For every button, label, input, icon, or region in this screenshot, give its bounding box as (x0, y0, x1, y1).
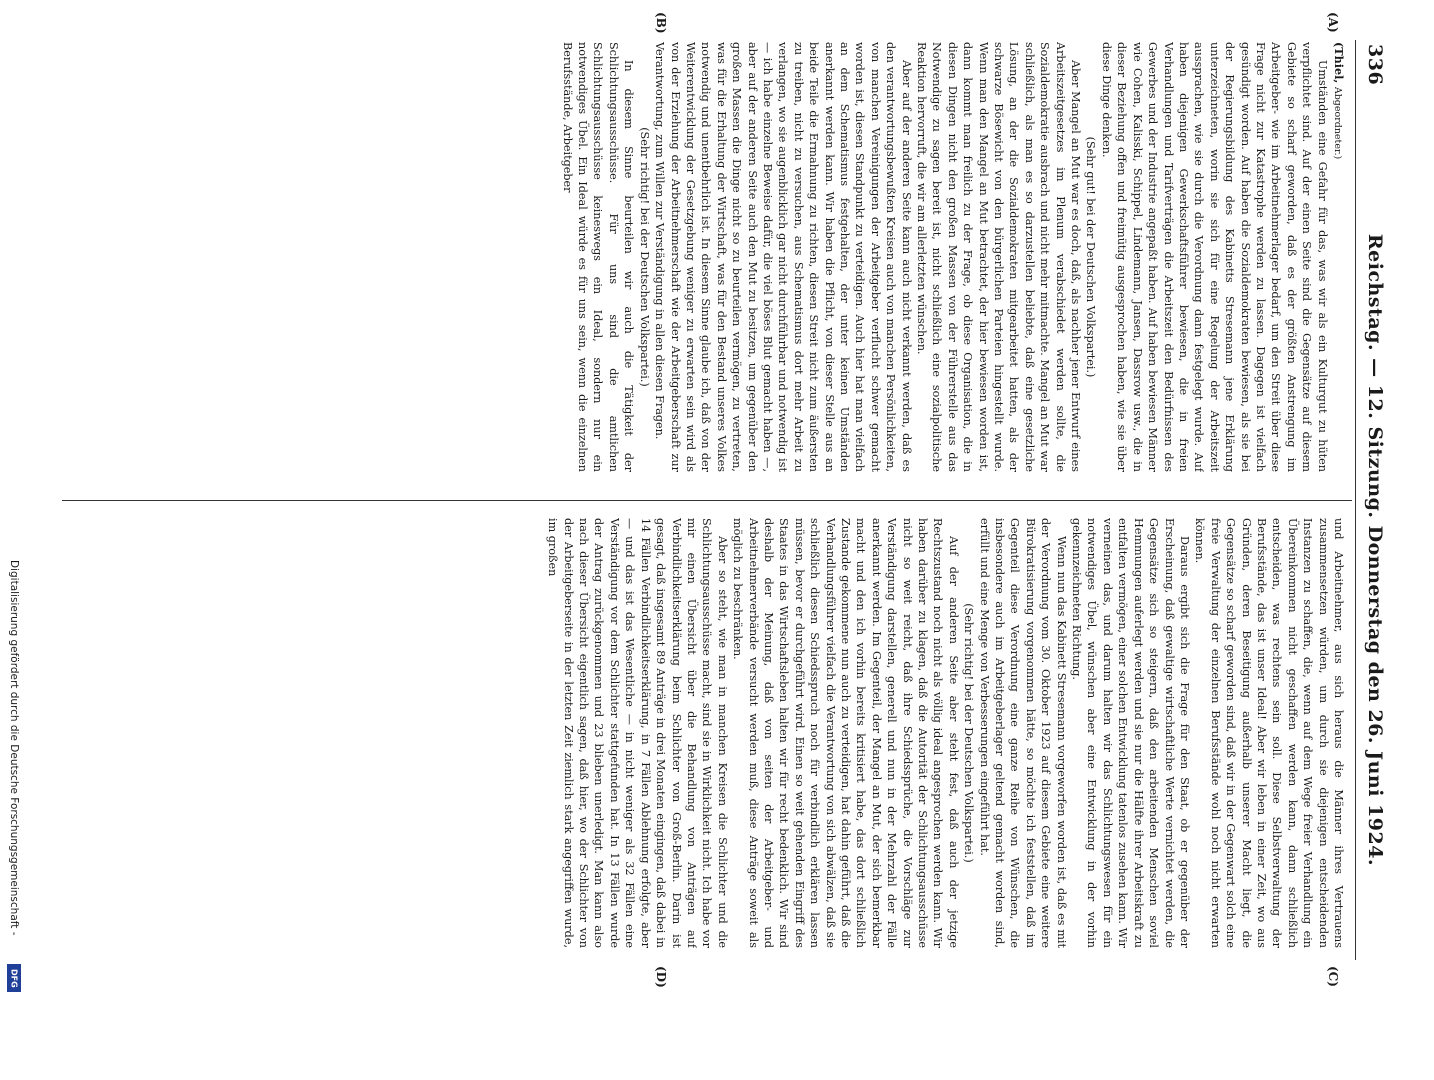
margin-mark-d: (D) (654, 966, 668, 988)
page-number: 336 (1364, 44, 1386, 86)
paragraph: Wenn nun das Kabinett Stresemann vorgeworfen worden ist, daß es mit der Verordnung vom 30. Oktober 1923 auf diesem Gebiete eine weitere Bürokratisierung vorgenommen hätte, so möchte ich feststellen, daß im Gegenteil diese Verordnung eine ganze Reihe von Wünschen, die insbesondere auch im Arbeitgeberlager geltend gemacht worden sind, erfüllt und eine Menge von Verbesserungen eingeführt hat. (977, 518, 1068, 948)
page-header (1360, 40, 1388, 960)
margin-mark-b: (B) (654, 12, 668, 34)
paragraph: und Arbeitnehmer, aus sich heraus die Männer ihres Vertrauens zusammensetzen würden, um durch sie diejenigen entscheidenden Instanzen zu schaffen, die, wenn auf dem Wege freier Verhandlung ein Übereinkommen nicht geschaffen werden kann, dann schließlich entscheiden, was rechtens sein soll. Diese Selbstverwaltung der Berufsstände, das ist unser Ideal! Aber wir leben in einer Zeit, wo aus Gründen, deren Beseitigung außerhalb unserer Macht liegt, die Gegensätze so scharf geworden sind, daß wir in der Gegenwart solch eine freie Verwaltung der einzelnen Berufsstände wohl noch nicht erwarten können. (1193, 518, 1345, 948)
dfg-logo: DFG (7, 964, 21, 992)
column-divider (62, 500, 1352, 501)
paragraph: Umständen eine Gefahr für das, was wir als ein Kulturgut zu hüten verpflichtet sind. Auf der einen Seite sind die Gegensätze auf diesem Gebiete so scharf geworden, daß es der größten Anstrengung im Arbeitgeber- wie im Arbeitnehmerlager bedarf, um den Streit über diese Frage nicht zur Katastrophe werden zu lassen. Dagegen ist vielfach gesündigt worden. Auf haben die Sozialdemokraten bewiesen, als sie bei der Regierungsbildung des Kabinetts Stresemann jene Erklärung unterzeichneten, worin sie sich für eine Regelung der Arbeitszeit aussprachen, wie sie durch die Verordnung dann festgelegt wurde. Auf haben diejenigen Gewerkschaftsführer bewiesen, die in freien Verhandlungen und Tarifverträgen die Arbeitszeit den Bedürfnissen des Gewerbes und der Industrie angepaßt haben. Auf haben bewiesen Männer wie Cohen, Kalisski, Schippel, Lindemann, Jansen, Dassrow usw., die in dieser Beziehung offen und freimütig ausgesprochen haben, wie sie über diese Dinge denken. (1099, 42, 1329, 472)
paragraph: In diesem Sinne beurteilen wir auch die Tätigkeit der Schlichtungsausschüsse. Für uns sind die amtlichen Schlichtungsausschüsse keineswegs ein Ideal, sondern nur ein notwendiges Übel. Ein Ideal würde es für uns sein, wenn die einzelnen Berufsstände, Arbeitgeber (560, 42, 636, 472)
speaker-role: Abgeordneter.) (1332, 86, 1343, 160)
header-rule (1355, 40, 1356, 960)
margin-mark-a: (A) (1326, 12, 1340, 33)
paragraph: Aber auf der anderen Seite kann auch nicht verkannt werden, daß es den verantwortungsbewußten Kreisen auch von manchen Persönlichkeiten, von manchen Vereinigungen der Arbeitgeber verflucht schwer gemacht worden ist, diesen Standpunkt zu verteidigen. Auch hier hat man vielfach an dem Schematismus festgehalten, der unter keinen Umständen anerkannt werden kann. Wir haben die Pflicht, von dieser Stelle aus an beide Teile die Ermahnung zu richten, diesen Streit nicht zum äußersten zu treiben, nicht zu versuchen, aus Schematismus dort mehr Arbeit zu verlangen, wo sie augenblicklich gar nicht durchführbar und notwendig ist — ich habe einzelne Beweise dafür, die viel böses Blut gemacht haben —, aber auf der anderen Seite auch den Mut zu besitzen, um gegenüber den großen Massen die Dinge nicht so zu beurteilen vermögen, zu vertreten, was für die Erhaltung der Wirtschaft, was für den Bestand unseres Volkes notwendig und unentbehrlich ist. In diesem Sinne glaube ich, daß von der Weiterentwicklung der Gesetzgebung weniger zu erwarten sein wird als von der Erziehung der Arbeitnehmerschaft wie der Arbeitgeberschaft zur Verantwortung, zum Willen zur Verständigung in allen diesen Fragen. (653, 42, 913, 472)
digitization-note (4, 0, 28, 1000)
interjection: (Sehr richtig! bei der Deutschen Volkspartei.) (637, 127, 651, 387)
running-title: Reichstag. — 12. Sitzung. Donnerstag den 26. Juni 1924. (1364, 233, 1386, 867)
left-column (56, 42, 1346, 472)
rotated-page (48, 12, 1388, 988)
interjection: (Sehr richtig! bei der Deutschen Volkspartei.) (962, 603, 976, 863)
speaker-name: (Thiel, (1332, 42, 1346, 84)
right-column (56, 518, 1346, 948)
margin-mark-c: (C) (1326, 966, 1340, 987)
digitization-credit: Digitalisierung gefördert durch die Deutsche Forschungsgemeinschaft - (8, 560, 20, 936)
paragraph: Aber so steht, wie man in manchen Kreisen die Schlichter und die Schlichtungsausschüsse macht, sind sie in Wirklichkeit nicht. Ich habe vor mir einen Übersicht über die Behandlung von Anträgen auf Verbindlichkeitserklärung beim Schlichter von Groß-Berlin. Darin ist gesagt, daß insgesamt 89 Anträge in drei Monaten eingingen, daß dabei in 14 Fällen Verbindlichkeitserklärung, in 7 Fällen Ablehnung erfolgte, aber — und das ist das Wesentliche — in nicht weniger als 32 Fällen eine Verständigung vor dem Schlichter stattgefunden hat. In 13 Fällen wurde der Antrag zurückgenommen und 23 blieben unerledigt. Man kann also nach dieser Übersicht eigentlich sagen, daß hier, wo der Schlichter von der Arbeitgeberseite in der letzten Zeit ziemlich stark angegriffen wurde, im großen (546, 518, 729, 948)
speaker-line (1330, 42, 1346, 472)
paragraph: Auf der anderen Seite aber steht fest, daß auch der jetzige Rechtszustand noch nicht als völlig ideal angesprochen werden kann. Wir haben darüber zu klagen, daß die Autorität der Schlichtungsausschüsse nicht so weit reicht, daß ihre Schiedssprüche, die Vorschläge zur Verständigung darstellen, generell und nun in der Mehrzahl der Fälle anerkannt werden. Im Gegenteil, der Mangel an Mut, der sich bemerkbar macht und den ich vorhin bereits kritisiert habe, das dort schließlich Zustande gekommene nun auch zu verteidigen, hat dahin geführt, daß die Verhandlungsführer vielfach die Verantwortung von sich abwälzen, daß sie schließlich diesen Schiedsspruch noch für verbindlich erklären lassen müssen, bevor er durchgeführt wird. Einen so weit gehenden Eingriff des Staates in das Wirtschaftsleben halten wir für recht bedenklich. Wir sind deshalb der Meinung, daß von seiten der Arbeitgeber- und Arbeitnehmerverbände versucht werden muß, diese Anträge soweit als möglich zu beschränken. (731, 518, 960, 948)
interjection: (Sehr gut! bei der Deutschen Volkspartei.) (1084, 136, 1098, 378)
paragraph: Aber Mangel an Mut war es doch, daß, als nachher jener Entwurf eines Arbeitszeitgesetzes im Plenum verabschiedet werden sollte, die Sozialdemokratie ausbrach und nicht mehr mitmachte. Mangel an Mut war schließlich, als man es so darzustellen beliebte, daß eine gesetzliche Lösung, an der die Sozialdemokraten mitgearbeitet hatten, als der schwarze Bösewicht von den bürgerlichen Parteien hingestellt wurde. Wenn man den Mangel an Mut betrachtet, der hier bewiesen worden ist, dann kommt man freilich zu der Frage, ob diese Organisation, die in diesen Dingen nicht den großen Massen von der Führerstelle aus das Notwendige zu sagen bereit ist, nicht schließlich eine sozialpolitische Reaktion hervorruft, die wir am allerletzten wünschen. (915, 42, 1083, 472)
paragraph: Daraus ergibt sich die Frage für den Staat, ob er gegenüber der Erscheinung, daß gewaltige wirtschaftliche Werte vernichtet werden, die Gegensätze sich so steigern, daß den arbeitenden Menschen soviel Hemmungen auferlegt werden und sie nur die Hälfte ihrer Arbeitskraft zu entfalten vermögen, einer solchen Entwicklung tatenlos zusehen kann. Wir verneinen das, und darum halten wir das Schlichtungswesen für ein notwendiges Übel, wünschen aber eine Entwicklung in der vorhin gekennzeichneten Richtung. (1070, 518, 1191, 948)
